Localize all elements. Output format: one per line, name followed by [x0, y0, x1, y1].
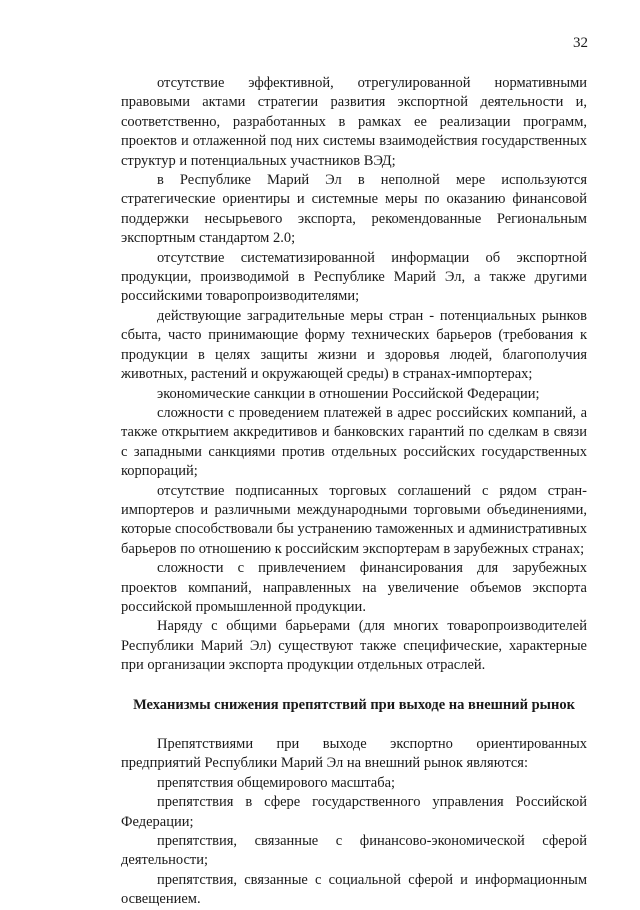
paragraph: сложности с привлечением финансирования для зарубежных проектов компаний, направленных на увеличение объемов экспорта российской промышленной продукции.	[121, 560, 587, 615]
paragraph: сложности с проведением платежей в адрес российских компаний, а также открытием аккредитивов и банковских гарантий по сделкам в связи с западными санкциями против отдельных российских государственных корпораций;	[121, 404, 587, 480]
paragraph: экономические санкции в отношении Российской Федерации;	[157, 385, 540, 402]
paragraph: препятствия, связанные с финансово-экономической сферой деятельности;	[121, 833, 587, 869]
paragraph: отсутствие подписанных торговых соглашений с рядом стран-импортеров и различными международными торговыми объединениями, которые способствовали бы устранению таможенных и административных барьеров по отношению к российским экспортерам в зарубежных странах;	[121, 482, 587, 557]
paragraph: отсутствие эффективной, отрегулированной нормативными правовыми актами стратегии развития экспортной деятельности и, соответственно, разработанных в рамках ее реализации программ, проектов и отлаженной под них системы взаимодействия государственных структур и потенциальных участников ВЭД;	[121, 75, 587, 169]
paragraph: Препятствиями при выходе экспортно ориентированных предприятий Республики Марий Эл на внешний рынок являются:	[121, 736, 587, 772]
paragraph: в Республике Марий Эл в неполной мере используются стратегические ориентиры и системные меры по оказанию финансовой поддержки несырьевого экспорта, рекомендованные Региональным экспортным стандартом 2.0;	[121, 172, 587, 247]
paragraph: препятствия общемирового масштаба;	[157, 774, 396, 791]
document-body	[121, 74, 587, 910]
page-number: 32	[573, 35, 588, 51]
paragraph: препятствия в сфере государственного управления Российской Федерации;	[121, 794, 587, 830]
paragraph: Наряду с общими барьерами (для многих товаропроизводителей Республики Марий Эл) существуют также специфические, характерные при организации экспорта продукции отдельных отраслей.	[121, 618, 587, 674]
paragraph: действующие заградительные меры стран - потенциальных рынков сбыта, часто принимающие форму технических барьеров (требования к продукции в целях защиты жизни и здоровья людей, благополучия животных, растений и окружающей среды) в странах-импортерах;	[121, 307, 587, 383]
section-heading: Механизмы снижения препятствий при выходе на внешний рынок	[133, 696, 575, 713]
paragraph: препятствия, связанные с социальной сферой и информационным освещением.	[121, 871, 587, 908]
paragraph: отсутствие систематизированной информации об экспортной продукции, производимой в Республике Марий Эл, а также другими российскими товаропроизводителями;	[121, 249, 587, 305]
